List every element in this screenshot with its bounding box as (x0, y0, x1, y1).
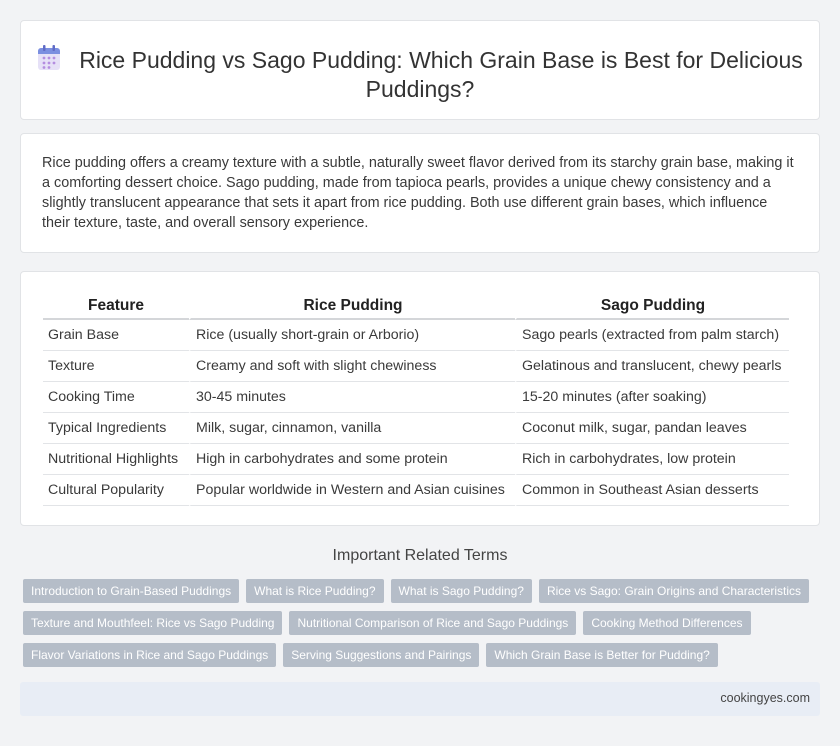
related-terms-list (23, 579, 823, 675)
row-feature: Texture (43, 351, 189, 382)
related-term-tag[interactable]: Which Grain Base is Better for Pudding? (486, 643, 717, 667)
row-rice-value: Popular worldwide in Western and Asian cuisines (189, 475, 515, 506)
header-sago-pudding: Sago Pudding (515, 296, 789, 320)
page-title (21, 45, 819, 104)
row-sago-value: Coconut milk, sugar, pandan leaves (515, 413, 789, 444)
table-row (43, 444, 789, 475)
row-sago-value: Common in Southeast Asian desserts (515, 475, 789, 506)
row-sago-value: Gelatinous and translucent, chewy pearls (515, 351, 789, 382)
table-row (43, 320, 789, 351)
comparison-card (20, 271, 820, 526)
intro-card (20, 133, 820, 253)
row-feature: Cooking Time (43, 382, 189, 413)
related-term-tag[interactable]: Nutritional Comparison of Rice and Sago Puddings (289, 611, 576, 635)
related-term-tag[interactable]: Rice vs Sago: Grain Origins and Characteristics (539, 579, 809, 603)
related-term-tag[interactable]: What is Rice Pudding? (246, 579, 383, 603)
page-title-text: Rice Pudding vs Sago Pudding: Which Grain Base is Best for Delicious Puddings? (79, 47, 803, 102)
calendar-icon (37, 45, 61, 71)
row-sago-value: 15-20 minutes (after soaking) (515, 382, 789, 413)
table-header-row (43, 296, 789, 320)
table-row (43, 475, 789, 506)
footer (20, 682, 820, 716)
related-term-tag[interactable]: Cooking Method Differences (583, 611, 750, 635)
related-term-tag[interactable]: Introduction to Grain-Based Puddings (23, 579, 239, 603)
row-rice-value: Rice (usually short-grain or Arborio) (189, 320, 515, 351)
row-rice-value: High in carbohydrates and some protein (189, 444, 515, 475)
header-rice-pudding: Rice Pudding (189, 296, 515, 320)
row-rice-value: Milk, sugar, cinnamon, vanilla (189, 413, 515, 444)
row-feature: Nutritional Highlights (43, 444, 189, 475)
row-sago-value: Sago pearls (extracted from palm starch) (515, 320, 789, 351)
row-rice-value: Creamy and soft with slight chewiness (189, 351, 515, 382)
table-row (43, 413, 789, 444)
table-row (43, 351, 789, 382)
related-terms-title: Important Related Terms (332, 547, 508, 564)
related-term-tag[interactable]: Serving Suggestions and Pairings (283, 643, 479, 667)
row-feature: Cultural Popularity (43, 475, 189, 506)
related-term-tag[interactable]: Flavor Variations in Rice and Sago Puddings (23, 643, 276, 667)
tag-row (23, 643, 823, 667)
header-card (20, 20, 820, 120)
footer-site-name[interactable]: cookingyes.com (720, 691, 810, 705)
intro-paragraph: Rice pudding offers a creamy texture with a subtle, naturally sweet flavor derived from its starchy grain base, making it a comforting dessert choice. Sago pudding, made from tapioca pearls, provides a unique chewy consistency and a slightly translucent appearance that sets it apart from rice pudding. Both use different grain bases, which influence their texture, taste, and overall sensory experience. (42, 155, 794, 231)
tag-row (23, 611, 823, 635)
related-term-tag[interactable]: Texture and Mouthfeel: Rice vs Sago Pudding (23, 611, 282, 635)
row-feature: Grain Base (43, 320, 189, 351)
comparison-table (43, 296, 789, 506)
related-term-tag[interactable]: What is Sago Pudding? (391, 579, 532, 603)
row-feature: Typical Ingredients (43, 413, 189, 444)
header-feature: Feature (43, 296, 189, 320)
tag-row (23, 579, 823, 603)
table-row (43, 382, 789, 413)
row-sago-value: Rich in carbohydrates, low protein (515, 444, 789, 475)
row-rice-value: 30-45 minutes (189, 382, 515, 413)
